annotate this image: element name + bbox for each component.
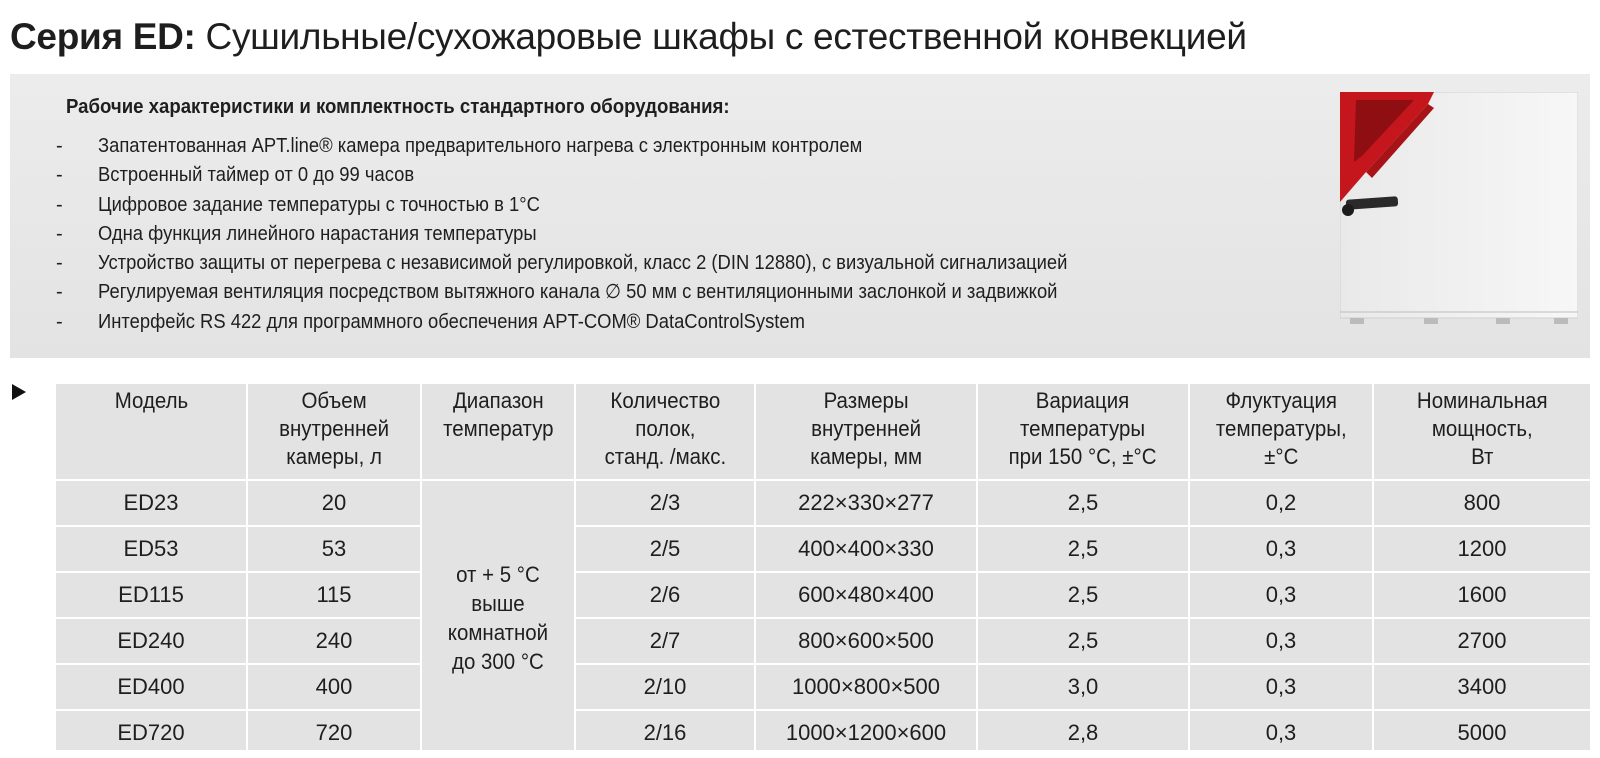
- fluctuation-cell: 0,3: [1189, 572, 1373, 618]
- page-title: [10, 14, 1247, 60]
- series-label: Серия ED:: [10, 16, 196, 57]
- bullet-dash: -: [56, 252, 63, 275]
- fluctuation-cell: 0,2: [1189, 480, 1373, 526]
- drying-oven-image: [1340, 92, 1578, 324]
- shelves-cell: 2/5: [575, 526, 755, 572]
- shelves-cell: 2/16: [575, 710, 755, 756]
- model-cell: ED240: [55, 618, 247, 664]
- feature-text: Устройство защиты от перегрева с независимой регулировкой, класс 2 (DIN 12880), с визуальной сигнализацией: [98, 252, 1068, 275]
- bullet-dash: -: [56, 164, 63, 187]
- column-header: Диапазон температур: [421, 383, 575, 480]
- volume-cell: 20: [247, 480, 421, 526]
- feature-text: Цифровое задание температуры с точностью в 1°C: [98, 193, 540, 216]
- dimensions-cell: 222×330×277: [755, 480, 977, 526]
- variation-cell: 2,5: [977, 480, 1189, 526]
- variation-cell: 2,5: [977, 526, 1189, 572]
- fluctuation-cell: 0,3: [1189, 710, 1373, 756]
- column-header: Размеры внутренней камеры, мм: [755, 383, 977, 480]
- temperature-range-cell: от + 5 °C выше комнатной до 300 °C: [421, 480, 575, 756]
- spec-table: [54, 382, 1592, 757]
- table-row: [55, 618, 1591, 664]
- bullet-dash: -: [56, 281, 63, 304]
- column-header: Номинальная мощность, Вт: [1373, 383, 1591, 480]
- power-cell: 1200: [1373, 526, 1591, 572]
- feature-panel: [10, 74, 1590, 358]
- table-row: [55, 572, 1591, 618]
- feature-text: Встроенный таймер от 0 до 99 часов: [98, 164, 415, 187]
- model-cell: ED53: [55, 526, 247, 572]
- variation-cell: 3,0: [977, 664, 1189, 710]
- column-header: Объем внутренней камеры, л: [247, 383, 421, 480]
- model-cell: ED720: [55, 710, 247, 756]
- table-row: [55, 480, 1591, 526]
- power-cell: 1600: [1373, 572, 1591, 618]
- power-cell: 800: [1373, 480, 1591, 526]
- column-header: Вариация температуры при 150 °C, ±°C: [977, 383, 1189, 480]
- shelves-cell: 2/7: [575, 618, 755, 664]
- shelves-cell: 2/3: [575, 480, 755, 526]
- bullet-dash: -: [56, 222, 63, 245]
- column-header: Флуктуация температуры, ±°C: [1189, 383, 1373, 480]
- shelves-cell: 2/6: [575, 572, 755, 618]
- table-row: [55, 526, 1591, 572]
- power-cell: 2700: [1373, 618, 1591, 664]
- bullet-dash: -: [56, 135, 63, 157]
- fluctuation-cell: 0,3: [1189, 664, 1373, 710]
- dimensions-cell: 400×400×330: [755, 526, 977, 572]
- spec-table-panel: [54, 382, 1590, 750]
- dimensions-cell: 1000×1200×600: [755, 710, 977, 756]
- table-row: [55, 710, 1591, 756]
- dimensions-cell: 1000×800×500: [755, 664, 977, 710]
- column-header: Модель: [55, 383, 247, 480]
- volume-cell: 240: [247, 618, 421, 664]
- fluctuation-cell: 0,3: [1189, 526, 1373, 572]
- power-cell: 5000: [1373, 710, 1591, 756]
- dimensions-cell: 600×480×400: [755, 572, 977, 618]
- volume-cell: 720: [247, 710, 421, 756]
- triangle-right-icon: [12, 384, 26, 400]
- title-text: Сушильные/сухожаровые шкафы с естественной конвекцией: [205, 16, 1247, 57]
- variation-cell: 2,5: [977, 618, 1189, 664]
- bullet-dash: -: [56, 193, 63, 216]
- variation-cell: 2,8: [977, 710, 1189, 756]
- feature-heading: Рабочие характеристики и комплектность стандартного оборудования:: [66, 96, 730, 118]
- bullet-dash: -: [56, 310, 63, 333]
- table-header-row: [55, 383, 1591, 480]
- volume-cell: 115: [247, 572, 421, 618]
- feature-text: Интерфейс RS 422 для программного обеспечения APT-COM® DataControlSystem: [98, 310, 805, 333]
- fluctuation-cell: 0,3: [1189, 618, 1373, 664]
- model-cell: ED23: [55, 480, 247, 526]
- feature-text: Одна функция линейного нарастания температуры: [98, 222, 537, 245]
- power-cell: 3400: [1373, 664, 1591, 710]
- feature-text: Запатентованная APT.line® камера предварительного нагрева с электронным контролем: [98, 135, 863, 157]
- volume-cell: 400: [247, 664, 421, 710]
- dimensions-cell: 800×600×500: [755, 618, 977, 664]
- column-header: Количество полок, станд. /макс.: [575, 383, 755, 480]
- table-row: [55, 664, 1591, 710]
- variation-cell: 2,5: [977, 572, 1189, 618]
- model-cell: ED115: [55, 572, 247, 618]
- model-cell: ED400: [55, 664, 247, 710]
- shelves-cell: 2/10: [575, 664, 755, 710]
- volume-cell: 53: [247, 526, 421, 572]
- feature-text: Регулируемая вентиляция посредством вытяжного канала ∅ 50 мм с вентиляционными заслонкой и задвижкой: [98, 281, 1058, 304]
